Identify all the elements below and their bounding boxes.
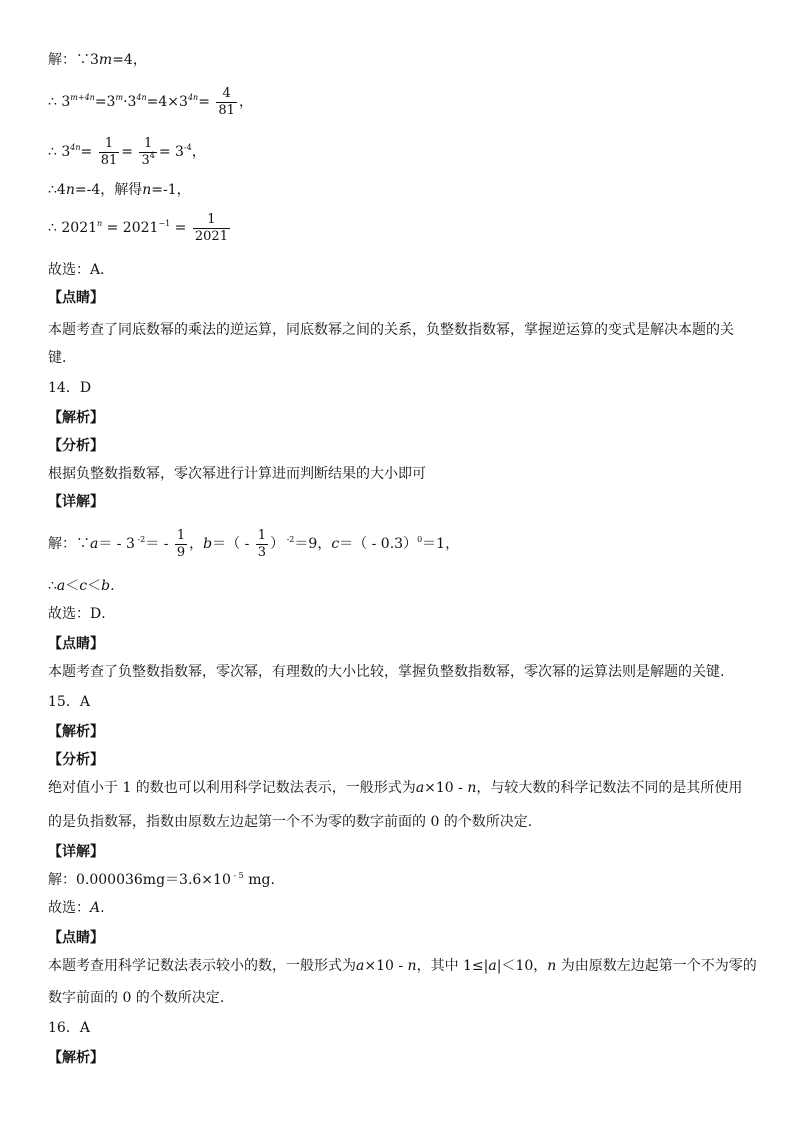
sol13-comment: 本题考查了同底数幂的乘法的逆运算，同底数幂之间的关系，负整数指数幂，掌握逆运算的变式是解决本题的关键．: [48, 322, 734, 366]
text: =: [198, 94, 210, 110]
text: .: [100, 900, 105, 916]
sol13-line5: [48, 206, 232, 250]
exponent: 4n: [187, 93, 199, 102]
text: 为由原数左边起第一个不为零的: [556, 958, 757, 974]
var-n: n: [65, 182, 75, 198]
var-a: a: [415, 780, 425, 796]
exponent: n: [97, 219, 103, 228]
q15-detail: [48, 870, 275, 890]
fraction: [139, 136, 156, 169]
text: ）: [270, 536, 285, 552]
q14-detail-heading: 【详解】: [48, 494, 104, 510]
q14-analysis-heading: 【解析】: [48, 410, 104, 426]
text: =: [80, 144, 93, 160]
text: 3: [61, 144, 71, 160]
q14-answer: 14．D: [48, 380, 92, 396]
text: 绝对值小于 1 的数也可以利用科学记数法表示，一般形式为: [48, 780, 416, 796]
text: ＝（ - 0.3）: [339, 536, 418, 552]
denominator: 9: [176, 544, 186, 560]
text: ×10 -: [364, 958, 408, 974]
q15-detail-heading: 【详解】: [48, 844, 104, 860]
therefore-symbol: ∴: [48, 144, 57, 160]
text: ，: [238, 94, 253, 110]
text: ＜: [87, 578, 102, 594]
text: ·3: [123, 94, 137, 110]
exponent: m: [115, 93, 124, 102]
sol13-comment-heading: 【点睛】: [48, 290, 104, 306]
denominator: 81: [218, 102, 235, 118]
q15-answer: 15．A: [48, 694, 90, 710]
q14-fenxi: 根据负整数指数幂，零次幂进行计算进而判断结果的大小即可: [48, 466, 426, 482]
denominator: [139, 150, 156, 169]
text: =3: [94, 94, 116, 110]
exponent: 4n: [136, 93, 147, 102]
exponent: −1: [158, 219, 171, 228]
text: 本题考查用科学记数法表示较小的数，一般形式为: [48, 958, 356, 974]
text: ＜: [65, 578, 80, 594]
var-m: m: [98, 52, 113, 68]
text: =-4，解得: [74, 182, 143, 198]
var-a: a: [356, 958, 365, 974]
sol13-line4: [48, 180, 191, 200]
q14-comment: 本题考查了负整数指数幂，零次幂，有理数的大小比较，掌握负整数指数幂，零次幂的运算法则是解题的关键.: [48, 664, 725, 680]
exponent: 4n: [70, 143, 81, 152]
text: =: [121, 144, 134, 160]
exponent: -4: [183, 143, 192, 152]
numerator: 1: [193, 212, 230, 229]
text: ，其中 1≤|: [416, 958, 489, 974]
denominator: 2021: [194, 228, 228, 244]
q14-detail-line: [48, 522, 459, 566]
text: 2021: [61, 220, 98, 236]
fraction: [256, 528, 268, 561]
q15-fenxi-heading: 【分析】: [48, 752, 104, 768]
text: ×10 -: [424, 780, 468, 796]
q15-choice: [48, 898, 105, 918]
q14-order: [48, 576, 115, 596]
numerator: 1: [99, 136, 120, 153]
q15-analysis-heading: 【解析】: [48, 724, 104, 740]
text: ，: [189, 536, 204, 552]
var-n: n: [547, 958, 557, 974]
q16-answer: 16．A: [48, 1020, 90, 1036]
text: ＝ -: [145, 536, 169, 552]
var-b: b: [101, 578, 111, 594]
text: ＝1，: [422, 536, 460, 552]
numerator: 4: [216, 86, 237, 103]
text: =-1，: [151, 182, 191, 198]
exponent: -2: [134, 535, 146, 544]
q15-comment-line2: 数字前面的 0 的个数所决定.: [48, 990, 225, 1006]
fraction: [175, 528, 187, 561]
therefore-symbol: ∴: [48, 220, 57, 236]
numerator: 1: [257, 527, 267, 543]
text: ，与较大数的科学记数法不同的是其所使用: [476, 780, 743, 796]
q15-fenxi-line2: 的是负指数幂，指数由原数左边起第一个不为零的数字前面的 0 的个数所决定.: [48, 814, 533, 830]
denominator: 81: [100, 152, 118, 168]
denominator: 3: [257, 544, 267, 560]
var-b: b: [203, 536, 213, 552]
var-c: c: [331, 536, 340, 552]
q15-fenxi-line1: [48, 778, 742, 798]
var-a: a: [56, 578, 66, 594]
text: A: [90, 900, 101, 916]
text: ，: [191, 144, 206, 160]
text: = 3: [158, 144, 184, 160]
numerator: 1: [139, 136, 156, 153]
exponent: m+4n: [70, 93, 95, 102]
exponent: 4: [149, 150, 155, 160]
text: = 2021: [102, 220, 159, 236]
var-a: a: [90, 536, 99, 552]
fraction: [193, 212, 230, 245]
fraction: [216, 86, 237, 119]
var-n: n: [407, 958, 417, 974]
q14-fenxi-heading: 【分析】: [48, 438, 104, 454]
text: ＝9，: [294, 536, 332, 552]
exponent: - 5: [230, 871, 244, 880]
var-c: c: [79, 578, 88, 594]
text: =: [170, 220, 187, 236]
text: 3: [141, 152, 150, 168]
var-a: a: [488, 958, 497, 974]
text: ∴4: [48, 182, 66, 198]
exponent: 0: [417, 535, 423, 544]
text: 故选：: [48, 900, 90, 916]
text: 解：∵: [48, 536, 90, 552]
text: ＝ - 3: [98, 536, 135, 552]
text: .: [110, 578, 115, 594]
var-n: n: [467, 780, 477, 796]
sol13-line2: [48, 80, 253, 124]
text: mg.: [243, 872, 275, 888]
text: =4×3: [146, 94, 188, 110]
q16-analysis-heading: 【解析】: [48, 1050, 104, 1066]
text: ＝（ -: [212, 536, 250, 552]
var-n: n: [142, 182, 152, 198]
sol13-line1: [48, 50, 147, 70]
sol13-line3: [48, 130, 206, 174]
text: |＜10，: [496, 958, 548, 974]
therefore-symbol: ∴: [48, 94, 57, 110]
exponent: -2: [284, 535, 295, 544]
numerator: 1: [176, 527, 186, 543]
q15-comment-heading: 【点睛】: [48, 930, 104, 946]
q14-choice: 故选：D．: [48, 606, 116, 622]
therefore-symbol: ∴: [48, 578, 57, 594]
q15-comment-line1: [48, 956, 757, 976]
text: =4，: [112, 52, 147, 68]
text: 解：0.000036mg＝3.6×10: [48, 872, 231, 888]
fraction: [99, 136, 120, 169]
text: 解：∵3: [48, 52, 99, 68]
sol13-choice: 故选：A．: [48, 262, 115, 278]
q14-comment-heading: 【点睛】: [48, 636, 104, 652]
text: 3: [61, 94, 71, 110]
